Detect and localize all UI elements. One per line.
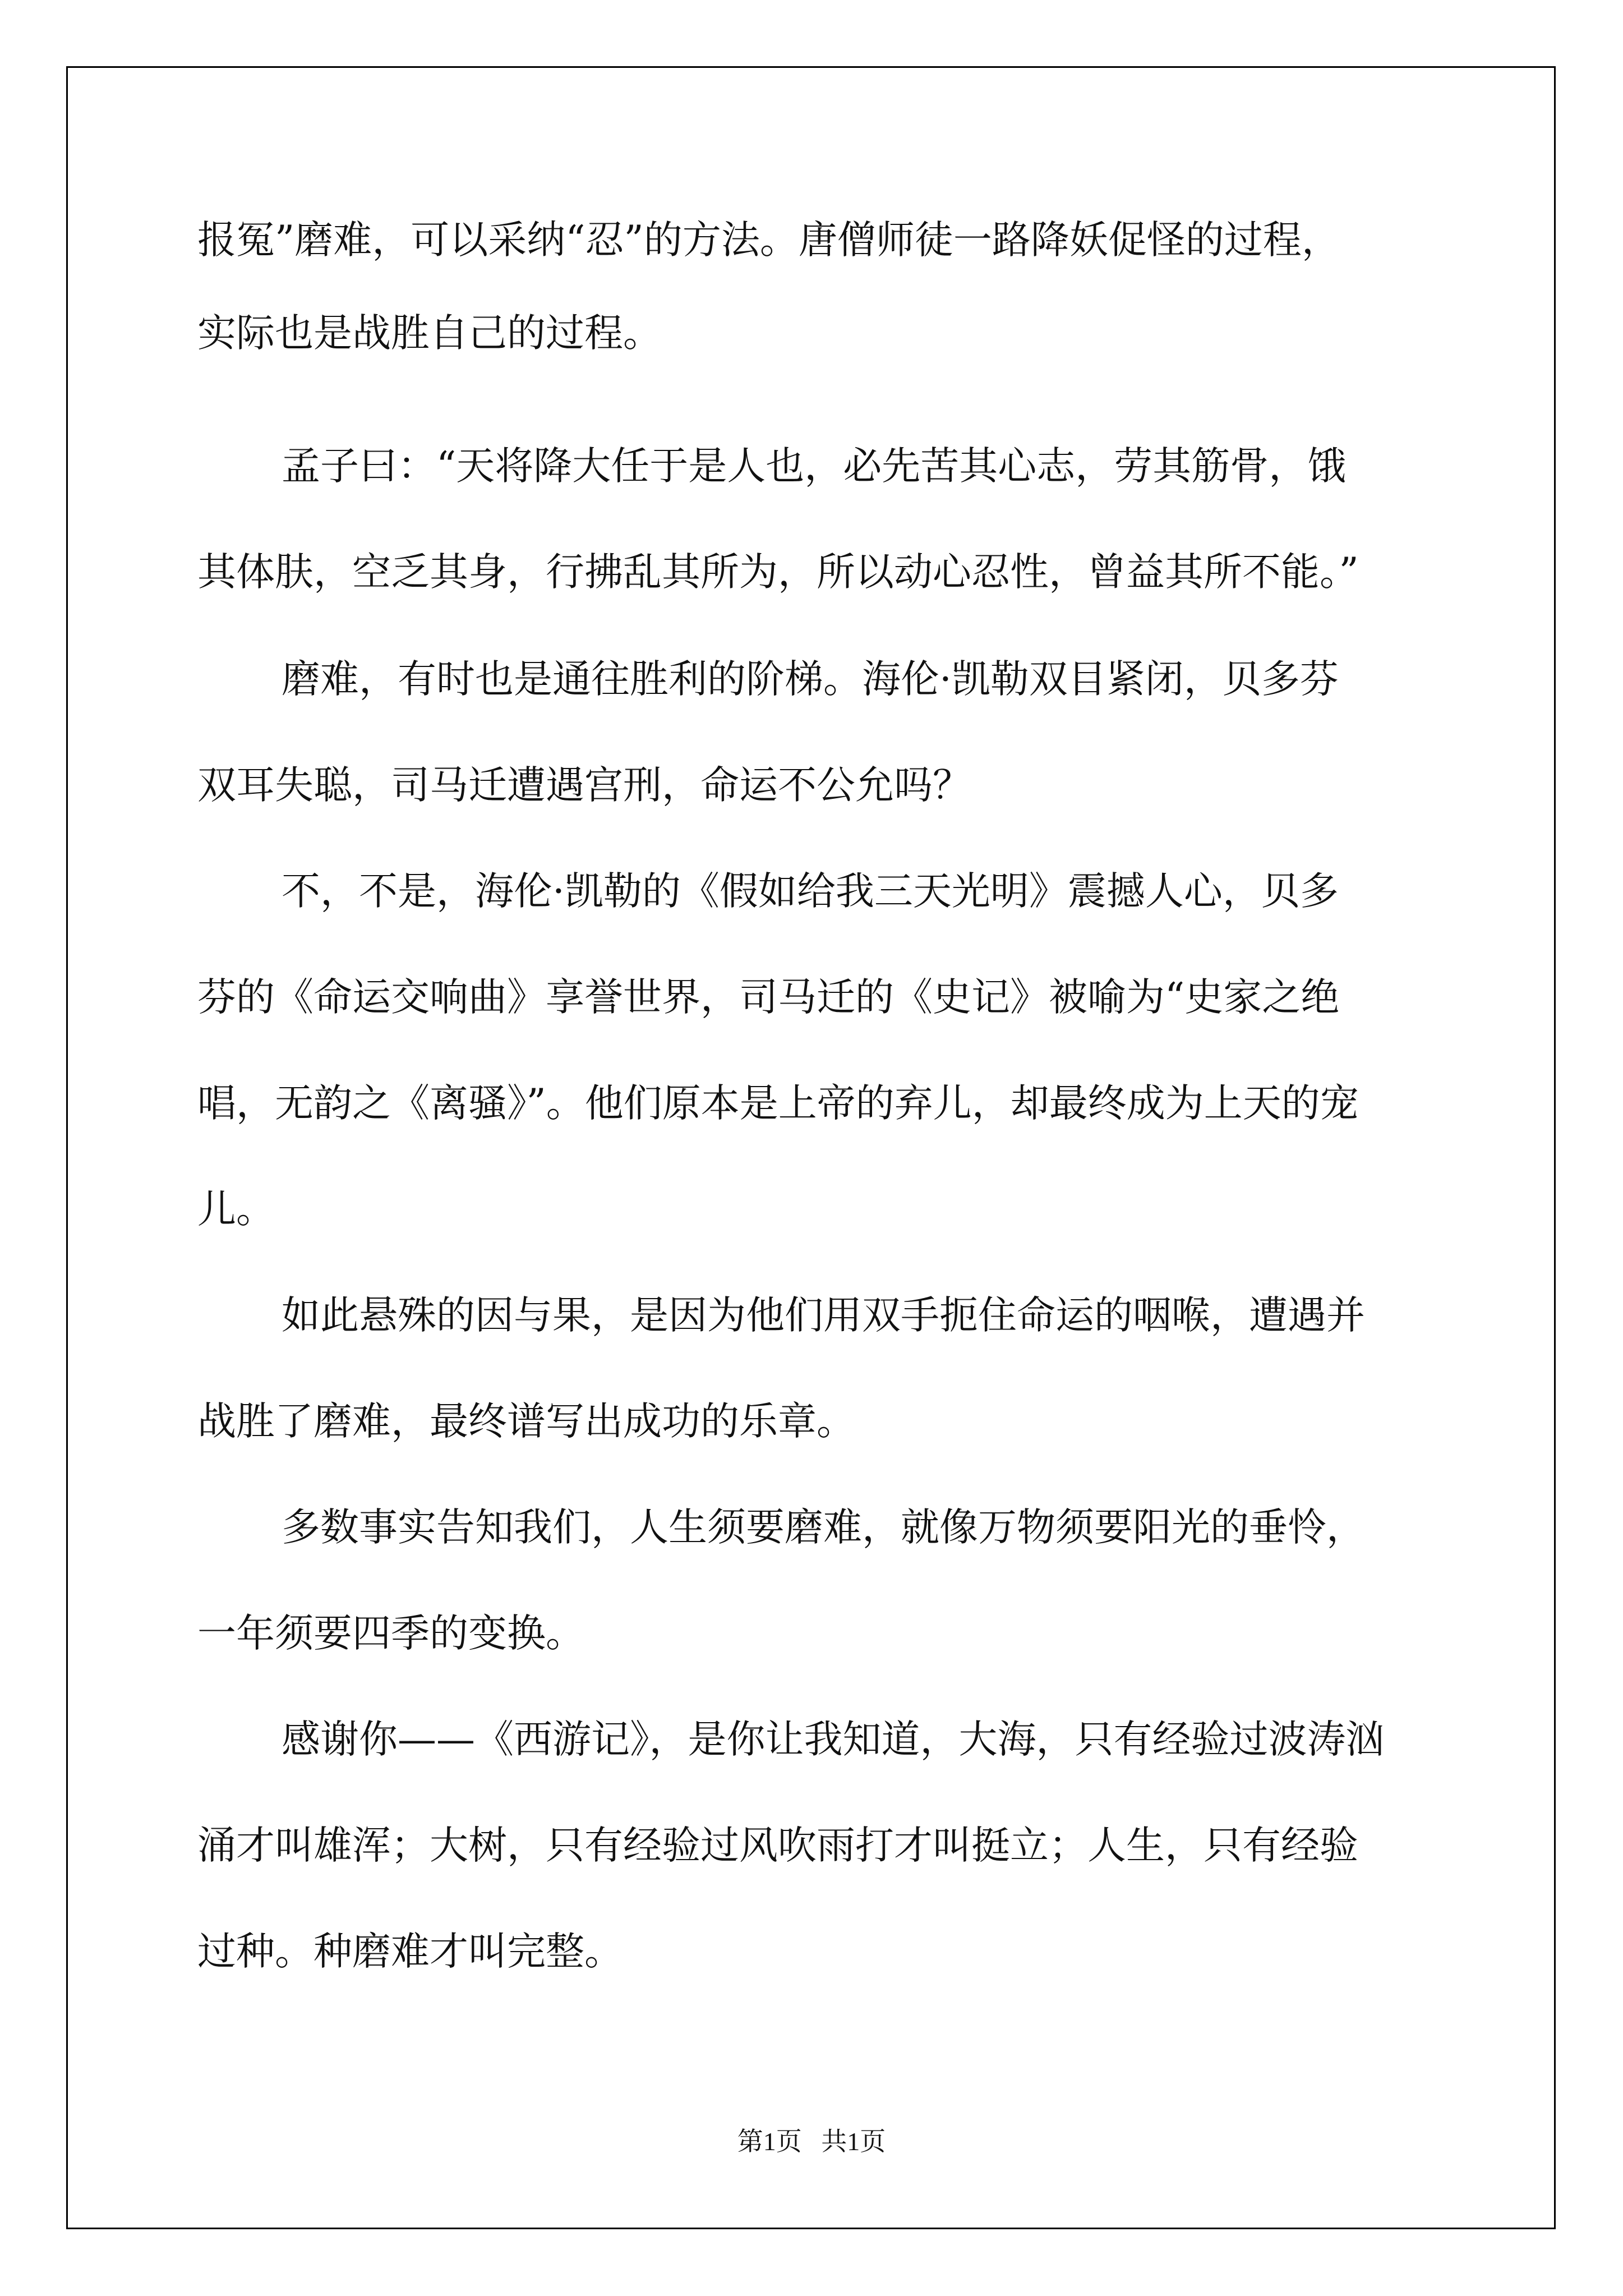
text-line: 其体肤，空乏其身，行拂乱其所为，所以动心忍性，曾益其所不能。”	[197, 550, 1359, 595]
text-line: 唱，无韵之《离骚》”。他们原本是上帝的弃儿，却最终成为上天的宠	[197, 1081, 1359, 1126]
text-line: 儿。	[197, 1187, 275, 1232]
text-line: 实际也是战胜自己的过程。	[197, 311, 662, 356]
text-line: 双耳失聪，司马迁遭遇宫刑，命运不公允吗？	[197, 763, 971, 808]
paragraph-start-line: 感谢你——《西游记》，是你让我知道，大海，只有经验过波涛汹	[282, 1717, 1385, 1762]
text-line: 芬的《命运交响曲》享誉世界，司马迁的《史记》被喻为“史家之绝	[197, 975, 1340, 1020]
page-number-footer: 第1页 共1页	[737, 2127, 886, 2156]
text-line: 战胜了磨难，最终谱写出成功的乐章。	[197, 1399, 855, 1444]
text-line: 涌才叫雄浑；大树，只有经验过风吹雨打才叫挺立；人生，只有经验	[197, 1823, 1358, 1868]
paragraph-start-line: 多数事实告知我们，人生须要磨难，就像万物须要阳光的垂怜，	[282, 1505, 1365, 1550]
text-line: 过种。种磨难才叫完整。	[197, 1929, 623, 1974]
text-line: 报冤”磨难，可以采纳“忍”的方法。唐僧师徒一路降妖促怪的过程，	[197, 218, 1340, 263]
text-line: 一年须要四季的变换。	[197, 1611, 584, 1656]
paragraph-start-line: 如此悬殊的因与果，是因为他们用双手扼住命运的咽喉，遭遇并	[282, 1293, 1365, 1338]
paragraph-start-line: 孟子曰：“天将降大任于是人也，必先苦其心志，劳其筋骨，饿	[282, 444, 1347, 489]
paragraph-start-line: 不，不是，海伦·凯勒的《假如给我三天光明》震撼人心，贝多	[282, 869, 1339, 914]
paragraph-start-line: 磨难，有时也是通往胜利的阶梯。海伦·凯勒双目紧闭，贝多芬	[282, 657, 1339, 702]
